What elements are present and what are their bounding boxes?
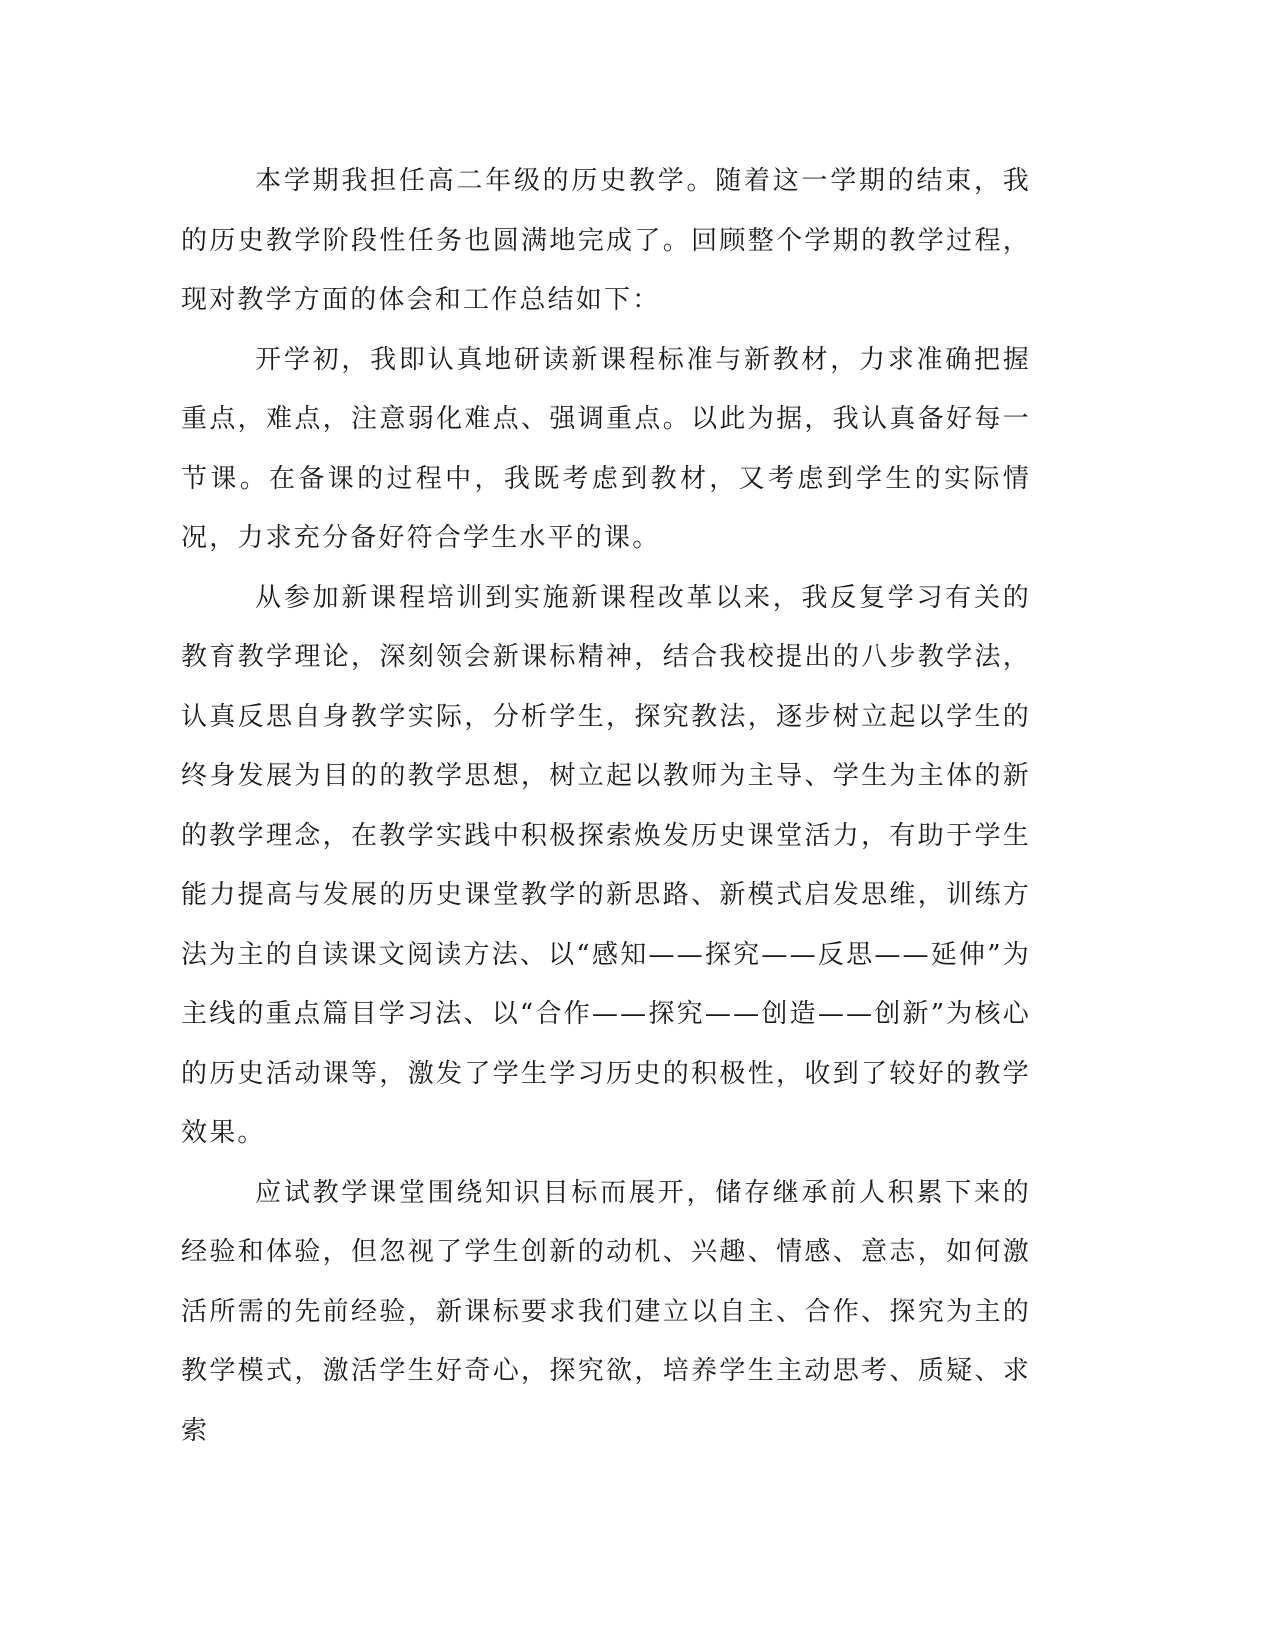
paragraph-4: 应试教学课堂围绕知识目标而展开，储存继承前人积累下来的经验和体验，但忽视了学生创新的动机、兴趣、情感、意志，如何激活所需的先前经验，新课标要求我们建立以自主、合作、探究为主的教学模式，激活学生好奇心，探究欲，培养学生主动思考、质疑、求索 — [181, 1177, 1031, 1446]
paragraph-1: 本学期我担任高二年级的历史教学。随着这一学期的结束，我的历史教学阶段性任务也圆满地完成了。回顾整个学期的教学过程，现对教学方面的体会和工作总结如下： — [181, 166, 1031, 315]
paragraph-2: 开学初，我即认真地研读新课程标准与新教材，力求准确把握重点，难点，注意弱化难点、强调重点。以此为据，我认真备好每一节课。在备课的过程中，我既考虑到教材，又考虑到学生的实际情况，力求充分备好符合学生水平的课。 — [181, 344, 1031, 553]
paragraph-3: 从参加新课程培训到实施新课程改革以来，我反复学习有关的教育教学理论，深刻领会新课标精神，结合我校提出的八步教学法，认真反思自身教学实际，分析学生，探究教法，逐步树立起以学生的终身发展为目的的教学思想，树立起以教师为主导、学生为主体的新的教学理念，在教学实践中积极探索焕发历史课堂活力，有助于学生能力提高与发展的历史课堂教学的新思路、新模式启发思维，训练方法为主的自读课文阅读方法、以“感知——探究——反思——延伸”为主线的重点篇目学习法、以“合作——探究——创造——创新”为核心的历史活动课等，激发了学生学习历史的积极性，收到了较好的教学效果。 — [181, 582, 1031, 1148]
document-page — [181, 152, 1031, 1461]
